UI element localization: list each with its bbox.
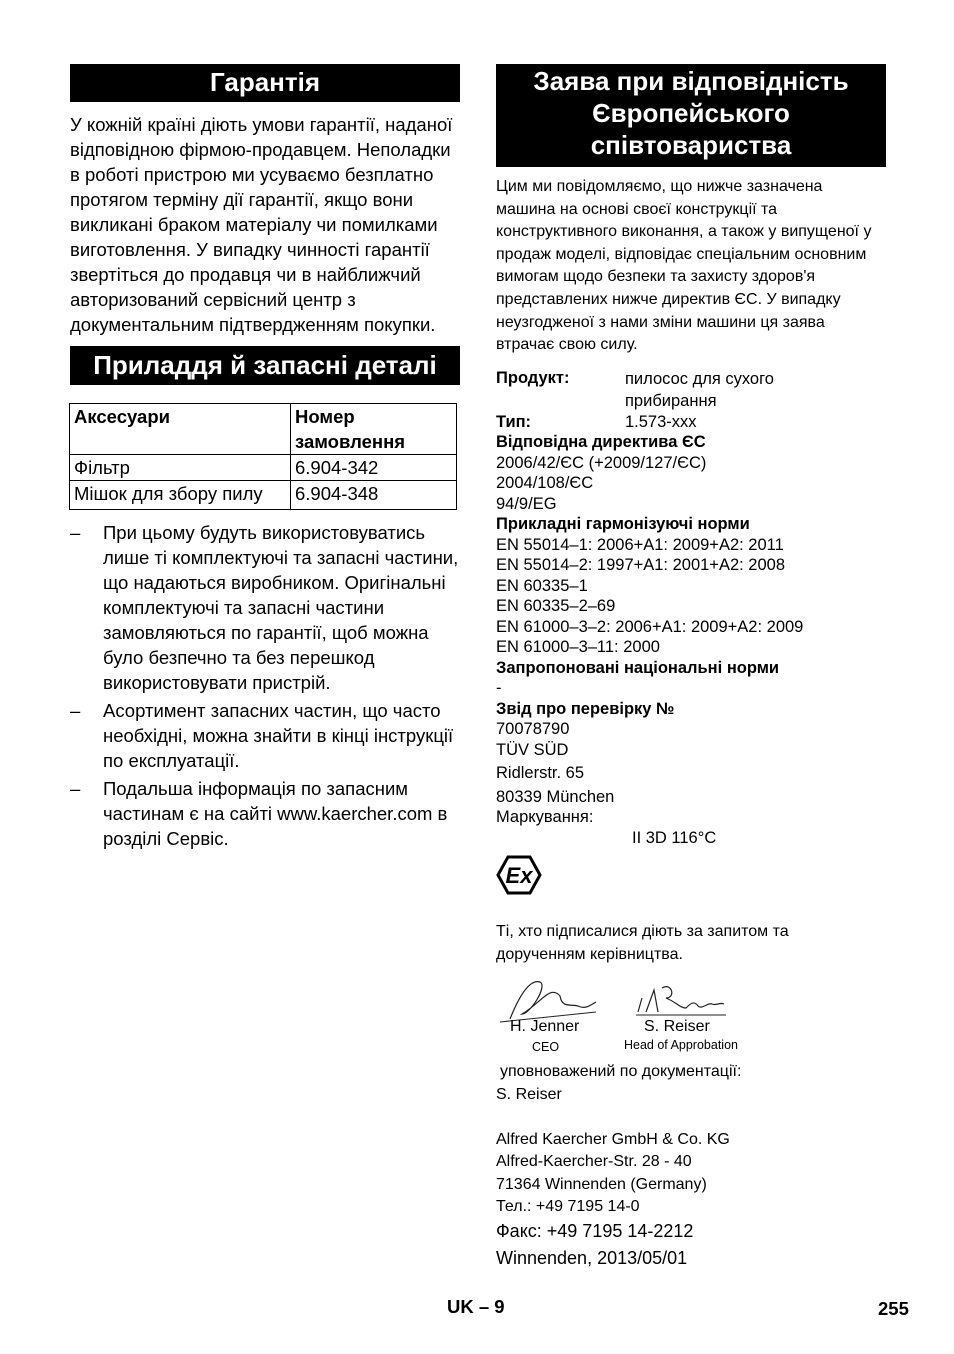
declaration-heading-line: співтовариства: [590, 130, 792, 160]
type-row: [496, 412, 886, 433]
test-report-number: 70078790: [496, 720, 570, 739]
declaration-heading-line: Європейського: [592, 98, 790, 128]
svg-text:Ex: Ex: [505, 863, 533, 889]
dash-bullet: –: [70, 700, 81, 721]
signature-jenner: [500, 974, 600, 1024]
norm-item: EN 60335–1: [496, 576, 588, 595]
table-cell: 6.904-348: [291, 481, 457, 510]
test-report-label: Звід про перевірку №: [496, 699, 675, 718]
declaration-heading: [496, 64, 886, 167]
declaration-details: [496, 368, 886, 849]
signer2-name: S. Reiser: [644, 1018, 710, 1036]
national-norms-value: -: [496, 679, 502, 698]
table-header-row: [70, 404, 457, 455]
company-line: Тел.: +49 7195 14-0: [496, 1198, 640, 1216]
norm-item: EN 60335–2–69: [496, 597, 616, 616]
directive-label: Відповідна директива ЄС: [496, 433, 706, 452]
test-lab-line: Ridlerstr. 65: [496, 764, 585, 783]
marking-value: II 3D 116°C: [632, 828, 717, 847]
signature-block: [496, 974, 886, 1055]
product-label: Продукт:: [496, 368, 570, 387]
fax-line: Факс: +49 7195 14-2212: [496, 1221, 694, 1241]
signature-reiser: [636, 978, 726, 1018]
warranty-text: У кожній країні діють умови гарантії, наданої відповідною фірмою-продавцем. Неполадки в роботі пристрою ми усуваємо безплатно протягом терміну дії гарантії, якщо вони викликані браком матеріалу чи помилками виготовлення. У випадку чинності гарантії звертіться до продавця чи в найближчий авторизований сервісний центр з документальним підтвердженням покупки.: [70, 114, 453, 335]
right-column: [496, 64, 886, 1271]
list-item-text: Подальша інформація по запасним частинам є на сайті www.kaercher.com в розділі Сервіс.: [103, 778, 448, 849]
list-item: [70, 698, 460, 773]
test-lab-line: TÜV SÜD: [496, 740, 569, 759]
product-value: пилосос для сухого прибирання: [625, 369, 774, 410]
warranty-heading: Гарантія: [70, 64, 460, 102]
list-item: [70, 776, 460, 851]
norms-label: Прикладні гармонізуючі норми: [496, 515, 750, 534]
table-cell: Мішок для збору пилу: [70, 481, 291, 510]
accessories-heading: Приладдя й запасні деталі: [70, 346, 460, 385]
place-date: Winnenden, 2013/05/01: [496, 1248, 688, 1268]
company-line: Alfred Kaercher GmbH & Co. KG: [496, 1130, 730, 1148]
signer2-title: Head of Approbation: [624, 1038, 738, 1053]
national-norms-label: Запропоновані національні норми: [496, 658, 780, 677]
norm-item: EN 61000–3–11: 2000: [496, 638, 660, 657]
company-line: Alfred-Kaercher-Str. 28 - 40: [496, 1153, 692, 1171]
list-item: [70, 520, 460, 695]
list-item-text: При цьому будуть використовуватись лише ті комплектуючі та запасні частини, що надаються виробником. Оригінальні комплектуючі та запасні частини замовляються по гарантії, щоб можна було безпечно та без перешкод використовувати пристрій.: [103, 522, 459, 693]
table-cell: 6.904-342: [291, 455, 457, 481]
type-label: Тип:: [496, 412, 532, 431]
declaration-heading-line: Заява при відповідність: [533, 66, 849, 96]
table-row: [70, 481, 457, 510]
signatories-text: Ті, хто підписалися діють за запитом та дорученням керівництва.: [496, 923, 789, 963]
norm-item: EN 55014–2: 1997+A1: 2001+A2: 2008: [496, 556, 785, 575]
marking-label: Маркування:: [496, 808, 594, 827]
authorized-name: S. Reiser: [496, 1086, 562, 1104]
product-row: [496, 368, 886, 412]
signer1-name: H. Jenner: [510, 1018, 580, 1036]
directive-item: 2004/108/ЄС: [496, 474, 594, 493]
test-lab-line: 80339 München: [496, 787, 615, 806]
norm-item: EN 55014–1: 2006+A1: 2009+A2: 2011: [496, 535, 784, 554]
company-address: [496, 1129, 886, 1271]
ex-icon: [496, 855, 542, 895]
dash-bullet: –: [70, 522, 81, 543]
company-line: 71364 Winnenden (Germany): [496, 1175, 707, 1193]
signer1-title: CEO: [532, 1040, 560, 1055]
norm-item: EN 61000–3–2: 2006+A1: 2009+A2: 2009: [496, 617, 804, 636]
table-cell: Фільтр: [70, 455, 291, 481]
left-column: [70, 64, 460, 854]
page-number: 255: [878, 1298, 909, 1319]
dash-bullet: –: [70, 778, 81, 799]
accessories-table: [69, 403, 457, 510]
column-header: Аксесуари: [70, 404, 291, 455]
column-header: Номер замовлення: [291, 404, 457, 455]
directive-item: 94/9/EG: [496, 494, 557, 513]
table-row: [70, 455, 457, 481]
list-item-text: Асортимент запасних частин, що часто необхідні, можна знайти в кінці інструкції по експлуатації.: [103, 700, 454, 771]
directive-item: 2006/42/ЄС (+2009/127/ЄС): [496, 453, 707, 472]
section-page-label: UK – 9: [447, 1296, 505, 1317]
declaration-intro: Цим ми повідомляємо, що нижче зазначена машина на основі своєї конструкції та конструктивного виконання, а також у випущеної у продаж моделі, відповідає спеціальним основним вимогам щодо безпеки та захисту здоров'я представлених нижче директив ЄС. У випадку неузгодженої з нами зміни машини ця заява втрачає свою силу.: [496, 178, 872, 354]
type-value: 1.573-xxx: [625, 412, 697, 431]
accessories-notes: [70, 520, 460, 851]
authorized-label: уповноважений по документації:: [500, 1063, 742, 1081]
